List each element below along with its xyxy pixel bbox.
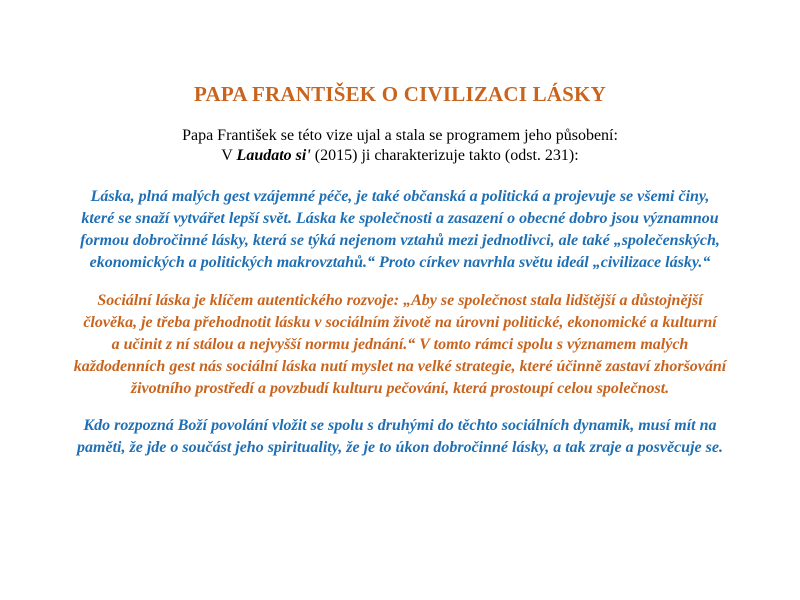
- paragraph-line: paměti, že jde o součást jeho spirituality, že je to úkon dobročinné lásky, a tak zraje a posvěcuje se.: [77, 439, 723, 456]
- quote-paragraph-2: [40, 290, 760, 400]
- paragraph-line: člověka, je třeba přehodnotit lásku v sociálním životě na úrovni politické, ekonomické a kulturní: [83, 314, 717, 331]
- paragraph-line: ekonomických a politických makrovztahů.“ Proto církev navrhla světu ideál „civilizace lásky.“: [89, 254, 711, 271]
- paragraph-line: životního prostředí a povzbudí kulturu pečování, která prostoupí celou společnost.: [130, 380, 670, 397]
- page-title: PAPA FRANTIŠEK O CIVILIZACI LÁSKY: [194, 82, 606, 106]
- paragraph-line: které se snaží vytvářet lepší svět. Láska ke společnosti a zasazení o obecné dobro jsou významnou: [81, 210, 719, 227]
- quote-paragraph-3: [40, 415, 760, 459]
- paragraph-line: každodenních gest nás sociální láska nutí myslet na velké strategie, které účinně zastaví zhoršování: [73, 358, 727, 375]
- paragraph-line: formou dobročinné lásky, která se týká nejenom vztahů mezi jednotlivci, ale také „společenských,: [80, 232, 720, 249]
- paragraph-line: a učinit z ní stálou a nejvyšší normu jednání.“ V tomto rámci spolu s významem malých: [111, 336, 689, 353]
- intro-prefix: V: [221, 147, 237, 164]
- intro-line-2: [0, 146, 800, 166]
- paragraph-line: Sociální láska je klíčem autentického rozvoje: „Aby se společnost stala lidštější a důstojnější: [97, 292, 703, 309]
- quote-paragraph-1: [40, 186, 760, 274]
- intro-line-1: Papa František se této vize ujal a stala se programem jeho působení:: [182, 127, 618, 144]
- work-title: Laudato si': [236, 147, 311, 164]
- paragraph-line: Kdo rozpozná Boží povolání vložit se spolu s druhými do těchto sociálních dynamik, musí mít na: [83, 417, 717, 434]
- intro-text: [0, 126, 800, 166]
- paragraph-line: Láska, plná malých gest vzájemné péče, je také občanská a politická a projevuje se všemi činy,: [90, 188, 710, 205]
- intro-suffix: (2015) ji charakterizuje takto (odst. 231):: [310, 147, 579, 164]
